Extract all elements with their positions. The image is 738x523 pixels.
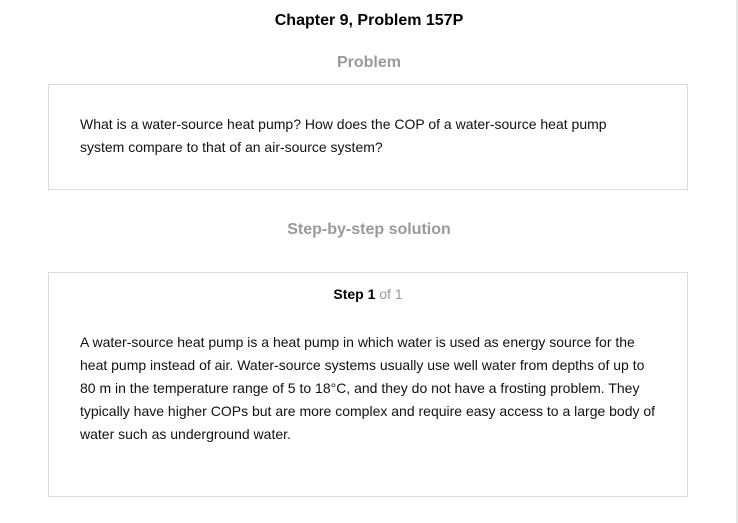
problem-box: [48, 84, 688, 190]
step-header: [49, 286, 687, 302]
chapter-title: Chapter 9, Problem 157P: [274, 12, 464, 29]
solution-text: A water-source heat pump is a heat pump in which water is used as energy source for the heat pump instead of air. Water-source systems usually use well water from depths of up to 80 m in the temperature range of 5 to 18°C, and they do not have a frosting problem. They typically have higher COPs but are more complex and require easy access to a large body of water such as underground water.: [80, 334, 656, 442]
problem-text: What is a water-source heat pump? How does the COP of a water-source heat pump system compare to that of an air-source system?: [80, 116, 607, 155]
step-count: of 1: [379, 286, 403, 302]
solution-section-title: Step-by-step solution: [287, 221, 451, 238]
problem-section-title: Problem: [336, 54, 401, 71]
step-label: Step 1: [333, 286, 376, 302]
solution-box: [48, 272, 688, 497]
